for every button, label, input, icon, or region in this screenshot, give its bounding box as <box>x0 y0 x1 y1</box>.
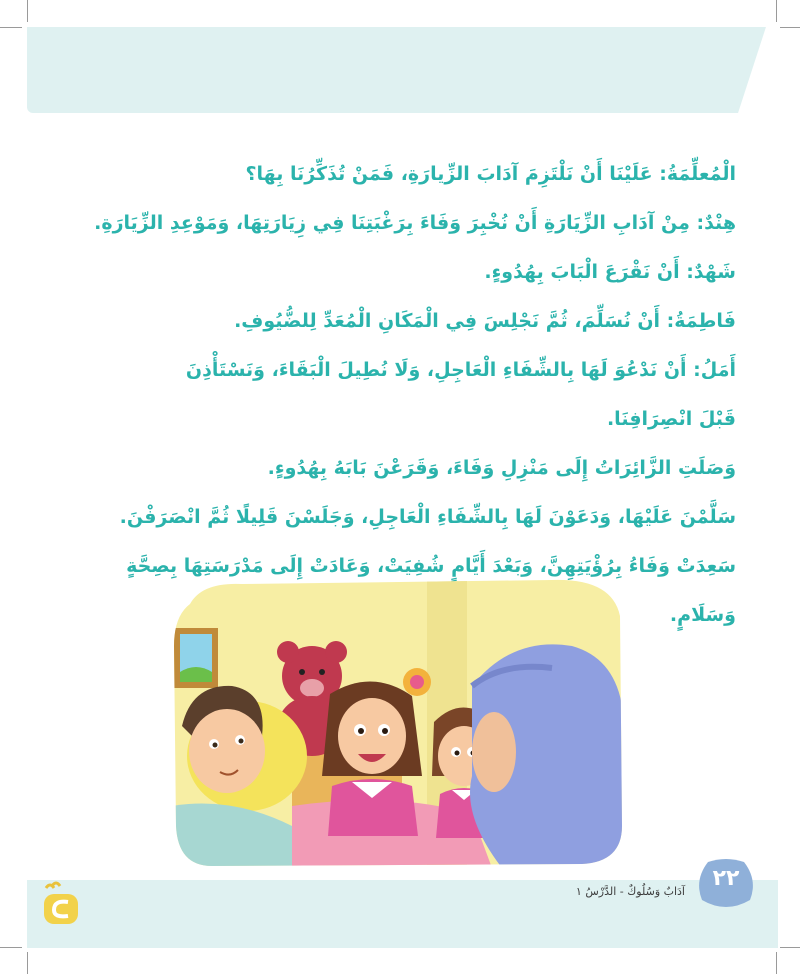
crop-mark <box>0 27 22 28</box>
lesson-text <box>96 150 736 640</box>
crop-mark <box>776 0 777 22</box>
dialogue-line: هِنْدٌ: مِنْ آدَابِ الزِّيَارَةِ أَنْ نُخْبِرَ وَفَاءَ بِرَغْبَتِنَا فِي زِيَارَتِهَا، وَمَوْعِدِ الزِّيَارَةِ. <box>94 212 736 234</box>
narrative-line: وَصَلَتِ الزَّائِرَاتُ إِلَى مَنْزِلِ وَفَاءَ، وَقَرَعْنَ بَابَهُ بِهُدُوءٍ. <box>267 457 736 479</box>
dialogue-line: شَهْدٌ: أَنْ نَقْرَعَ الْبَابَ بِهُدُوءٍ. <box>484 261 736 283</box>
header-band <box>27 27 778 113</box>
doll-icon <box>403 668 431 696</box>
visitor-girl-1 <box>322 681 422 836</box>
crop-mark <box>780 947 800 948</box>
dialogue-line: فَاطِمَةُ: أَنْ نُسَلِّمَ، ثُمَّ نَجْلِسَ فِي الْمَكَانِ الْمُعَدِّ لِلضُّيُوفِ. <box>234 310 736 332</box>
crop-mark <box>27 952 28 974</box>
dialogue-line: أَمَلُ: أَنْ نَدْعُوَ لَهَا بِالشِّفَاءِ الْعَاجِلِ، وَلَا نُطِيلَ الْبَقَاءَ، وَنَسْتَأْذِنَ <box>185 359 736 381</box>
page-number: ٢٢ <box>712 866 740 891</box>
narrative-line: وَسَلَامٍ. <box>669 604 736 626</box>
crop-mark <box>27 0 28 22</box>
dialogue-line: الْمُعلِّمَةُ: عَلَيْنَا أَنْ نَلْتَزِمَ آدَابَ الزِّيارَةِ، فَمَنْ تُذَكِّرُنَا بِهَا؟ <box>245 163 736 185</box>
narrative-line: سَعِدَتْ وَفَاءُ بِرُؤْيَتِهِنَّ، وَبَعْدَ أَيَّامٍ شُفِيَتْ، وَعَادَتْ إِلَى مَدْرَسَتِهَا بِصِحَّةٍ <box>126 555 736 577</box>
crop-mark <box>780 27 800 28</box>
book-lesson-title: آدَابٌ وَسُلُوكٌ - الدَّرْسُ ١ <box>575 885 685 898</box>
dialogue-line: قَبْلَ انْصِرَافِنَا. <box>606 408 736 430</box>
narrative-line: سَلَّمْنَ عَلَيْهَا، وَدَعَوْنَ لَهَا بِالشِّفَاءِ الْعَاجِلِ، وَجَلَسْنَ قَلِيلًا ثُمَّ انْصَرَفْنَ. <box>119 506 736 528</box>
crop-mark <box>776 952 777 974</box>
publisher-logo-icon <box>40 880 82 926</box>
visit-illustration <box>172 576 624 868</box>
crop-mark <box>0 947 22 948</box>
teacher-woman <box>470 644 624 868</box>
